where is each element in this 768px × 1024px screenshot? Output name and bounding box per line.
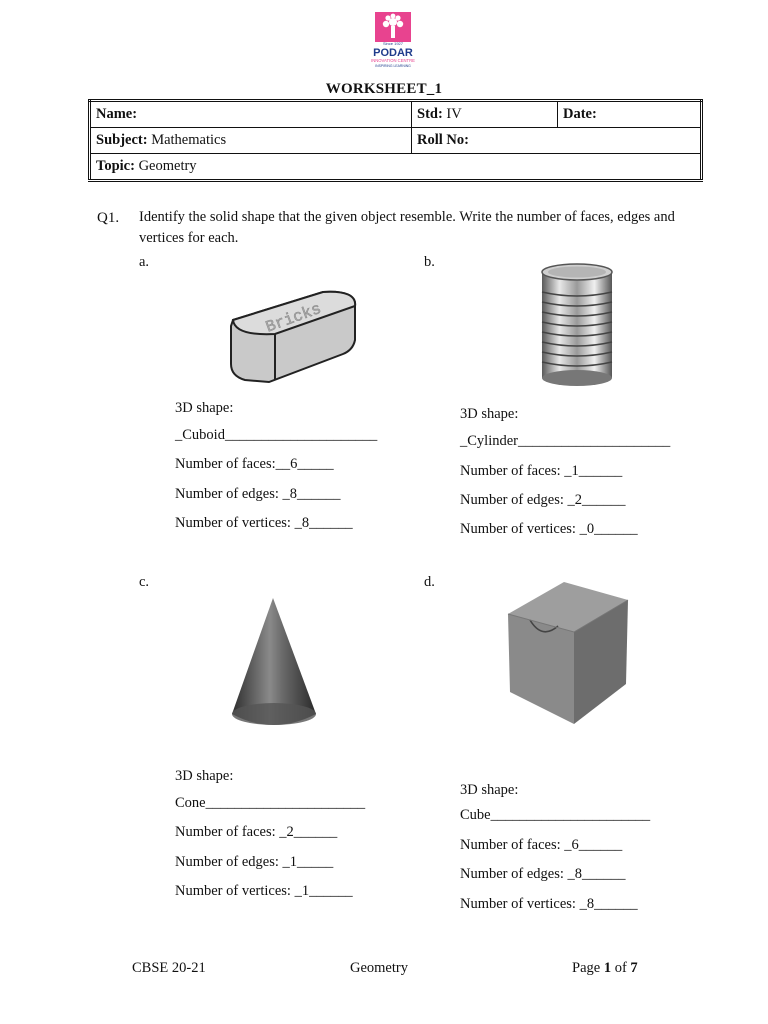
subject-label: Subject:	[96, 132, 148, 148]
footer-page-number	[572, 960, 638, 977]
item-a-vertices[interactable]: Number of vertices: _8______	[175, 515, 353, 531]
cube-box-image	[504, 580, 630, 726]
brick-label: Bricks	[263, 299, 324, 337]
name-label: Name:	[96, 106, 138, 122]
date-label: Date:	[563, 106, 597, 122]
item-c-shape-label: 3D shape:	[175, 768, 234, 784]
student-info-table	[88, 99, 703, 182]
std-value: IV	[446, 106, 462, 122]
topic-cell	[90, 154, 702, 181]
item-c-letter: c.	[139, 574, 150, 590]
page-of: of	[614, 960, 627, 976]
item-d-vertices[interactable]: Number of vertices: _8______	[460, 896, 638, 912]
item-d-faces[interactable]: Number of faces: _6______	[460, 837, 623, 853]
logo-since: Since 1927	[382, 41, 404, 46]
worksheet-title: WORKSHEET_1	[325, 81, 443, 97]
std-cell[interactable]	[412, 101, 558, 128]
item-b-shape-answer[interactable]: _Cylinder_____________________	[460, 433, 671, 449]
brick-image	[225, 288, 363, 386]
item-a-shape-label: 3D shape:	[175, 400, 234, 416]
question-number: Q1.	[97, 210, 120, 226]
date-cell[interactable]	[558, 101, 702, 128]
item-b-letter: b.	[424, 254, 435, 270]
name-cell[interactable]	[90, 101, 412, 128]
podar-logo	[362, 12, 424, 70]
subject-value: Mathematics	[151, 132, 227, 148]
item-d-letter: d.	[424, 574, 435, 590]
footer-subject: Geometry	[350, 960, 408, 976]
item-a-edges[interactable]: Number of edges: _8______	[175, 486, 341, 502]
item-c-vertices[interactable]: Number of vertices: _1______	[175, 883, 353, 899]
tin-can-image	[538, 262, 616, 388]
logo-sub: INNOVATION CENTRE	[371, 58, 415, 63]
std-label: Std:	[417, 106, 443, 122]
item-d-shape-answer[interactable]: Cube______________________	[460, 807, 651, 823]
question-text: Identify the solid shape that the given object resemble. Write the number of faces, edges and vertices for each.	[139, 209, 675, 246]
item-b-vertices[interactable]: Number of vertices: _0______	[460, 521, 638, 537]
logo-brand: PODAR	[373, 47, 413, 59]
item-c-shape-answer[interactable]: Cone______________________	[175, 795, 366, 811]
roll-label: Roll No:	[417, 132, 469, 148]
item-a-faces[interactable]: Number of faces:__6_____	[175, 456, 334, 472]
logo-tag: INSPIRING LEARNING	[375, 64, 411, 68]
item-b-faces[interactable]: Number of faces: _1______	[460, 463, 623, 479]
topic-label: Topic:	[96, 158, 135, 174]
footer-board: CBSE 20-21	[132, 960, 206, 976]
page-total: 7	[630, 960, 638, 976]
page-current: 1	[603, 960, 612, 976]
page-prefix: Page	[572, 960, 601, 976]
item-c-faces[interactable]: Number of faces: _2______	[175, 824, 338, 840]
item-b-edges[interactable]: Number of edges: _2______	[460, 492, 626, 508]
item-d-shape-label: 3D shape:	[460, 782, 519, 798]
cone-image	[228, 596, 320, 730]
topic-value: Geometry	[138, 158, 197, 174]
subject-cell	[90, 128, 412, 154]
item-a-shape-answer[interactable]: _Cuboid_____________________	[175, 427, 378, 443]
item-a-letter: a.	[139, 254, 150, 270]
item-d-edges[interactable]: Number of edges: _8______	[460, 866, 626, 882]
roll-cell[interactable]	[412, 128, 702, 154]
item-c-edges[interactable]: Number of edges: _1_____	[175, 854, 334, 870]
item-b-shape-label: 3D shape:	[460, 406, 519, 422]
